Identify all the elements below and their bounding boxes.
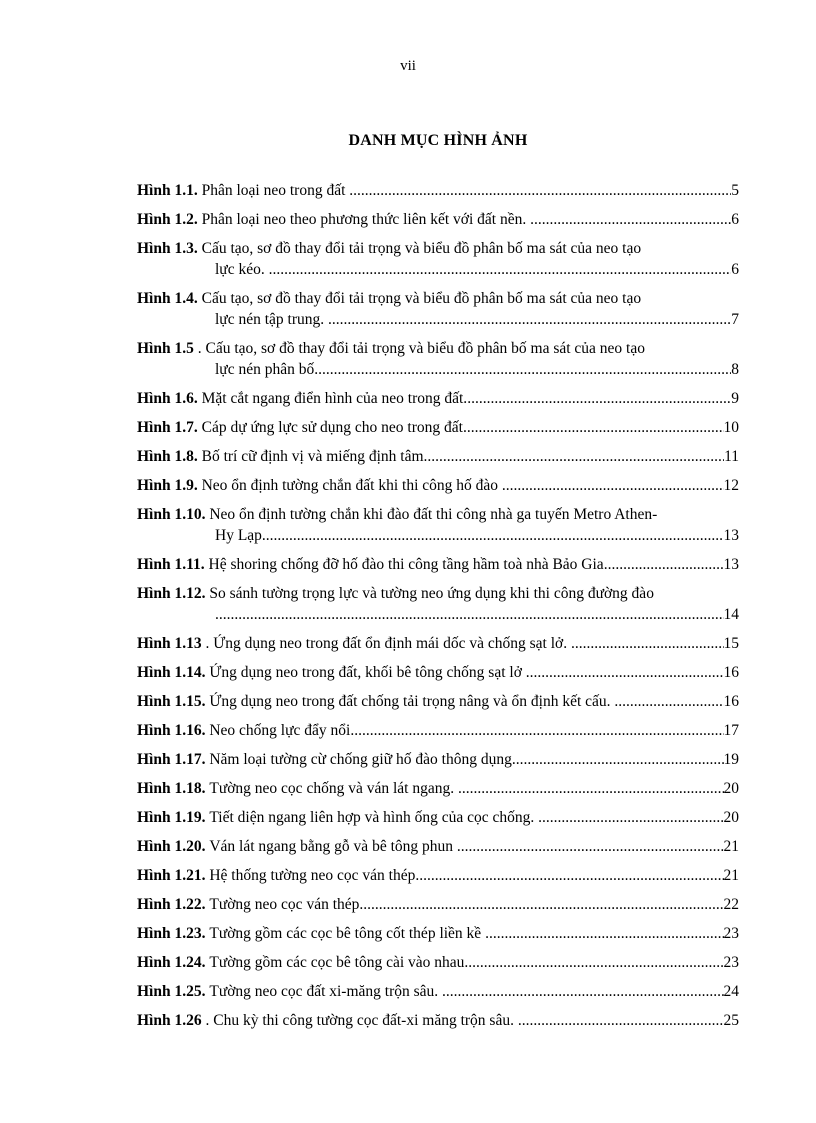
figure-entry	[137, 209, 739, 230]
entry-first-line	[137, 662, 739, 683]
figure-entry	[137, 554, 739, 575]
dot-leader	[464, 952, 723, 973]
entry-first-line	[137, 1010, 739, 1031]
entry-first-line	[137, 417, 739, 438]
entry-first-line	[137, 865, 739, 886]
entry-continuation-line	[137, 525, 739, 546]
entry-first-line	[137, 446, 739, 467]
page-reference: 6	[731, 261, 739, 278]
dot-leader	[485, 923, 723, 944]
figure-label: Hình 1.23.	[137, 925, 206, 942]
figure-entry	[137, 417, 739, 438]
figure-entry	[137, 749, 739, 770]
figure-caption-text: lực kéo.	[215, 261, 269, 278]
figure-entry	[137, 288, 739, 330]
figure-caption-text: Cấu tạo, sơ đồ thay đổi tải trọng và biểu đồ phân bố ma sát của neo tạo	[201, 240, 642, 257]
page-reference: 23	[723, 954, 739, 971]
figure-label: Hình 1.4.	[137, 290, 198, 307]
figure-caption-text: . Ứng dụng neo trong đất ổn định mái dốc và chống sạt lở.	[205, 635, 571, 652]
page-reference: 21	[723, 867, 739, 884]
entry-first-line	[137, 338, 739, 359]
entry-first-line	[137, 504, 739, 525]
figure-entry	[137, 720, 739, 741]
figure-caption-text: Neo ổn định tường chắn đất khi thi công hố đào	[201, 477, 502, 494]
figure-caption-text: Bố trí cữ định vị và miếng định tâm	[201, 448, 424, 465]
figure-caption-text: Tiết diện ngang liên hợp và hình ống của cọc chống.	[209, 809, 539, 826]
figure-label: Hình 1.10.	[137, 506, 206, 523]
figure-list	[137, 180, 739, 1039]
dot-leader	[516, 749, 724, 770]
entry-first-line	[137, 180, 739, 201]
dot-leader	[614, 691, 723, 712]
figure-entry	[137, 504, 739, 546]
entry-first-line	[137, 388, 739, 409]
figure-label: Hình 1.1.	[137, 182, 198, 199]
page-reference: 14	[723, 606, 739, 623]
figure-label: Hình 1.6.	[137, 390, 198, 407]
entry-first-line	[137, 778, 739, 799]
figure-label: Hình 1.20.	[137, 838, 206, 855]
figure-label: Hình 1.8.	[137, 448, 198, 465]
figure-label: Hình 1.21.	[137, 867, 206, 884]
figure-label: Hình 1.22.	[137, 896, 206, 913]
figure-label: Hình 1.2.	[137, 211, 198, 228]
page-reference: 19	[723, 751, 739, 768]
entry-first-line	[137, 836, 739, 857]
figure-caption-text: Hy Lạp.	[215, 527, 266, 544]
dot-leader	[518, 1010, 724, 1031]
dot-leader	[363, 894, 723, 915]
page-reference: 12	[723, 477, 739, 494]
figure-entry	[137, 180, 739, 201]
dot-leader	[328, 309, 731, 330]
entry-first-line	[137, 691, 739, 712]
dot-leader	[571, 633, 724, 654]
figure-entry	[137, 338, 739, 380]
entry-first-line	[137, 475, 739, 496]
figure-entry	[137, 952, 739, 973]
figure-label: Hình 1.13	[137, 635, 202, 652]
figure-caption-text: Năm loại tường cừ chống giữ hố đào thông dụng.	[209, 751, 516, 768]
dot-leader	[458, 778, 724, 799]
figure-label: Hình 1.12.	[137, 585, 206, 602]
figure-label: Hình 1.15.	[137, 693, 206, 710]
dot-leader	[269, 259, 732, 280]
figure-entry	[137, 583, 739, 625]
figure-caption-text: Tường neo cọc chống và ván lát ngang.	[209, 780, 458, 797]
entry-first-line	[137, 238, 739, 259]
figure-entry	[137, 238, 739, 280]
figure-label: Hình 1.19.	[137, 809, 206, 826]
entry-first-line	[137, 981, 739, 1002]
figure-entry	[137, 662, 739, 683]
dot-leader	[349, 180, 731, 201]
figure-entry	[137, 446, 739, 467]
entry-first-line	[137, 952, 739, 973]
figure-caption-text: Ứng dụng neo trong đất chống tải trọng nâng và ổn định kết cấu.	[209, 693, 615, 710]
page-reference: 13	[723, 527, 739, 544]
dot-leader	[604, 554, 724, 575]
page-reference: 16	[723, 664, 739, 681]
dot-leader	[415, 865, 723, 886]
figure-caption-text: Neo ổn định tường chắn khi đào đất thi công nhà ga tuyến Metro Athen-	[209, 506, 658, 523]
figure-caption-text: Mặt cắt ngang điển hình của neo trong đất.	[201, 390, 468, 407]
figure-entry	[137, 475, 739, 496]
figure-label: Hình 1.26	[137, 1012, 202, 1029]
page-reference: 5	[731, 182, 739, 199]
figure-caption-text: . Cấu tạo, sơ đồ thay đổi tải trọng và biểu đồ phân bố ma sát của neo tạo	[197, 340, 645, 357]
page-reference: 13	[723, 556, 739, 573]
figure-caption-text: Phân loại neo theo phương thức liên kết với đất nền.	[201, 211, 531, 228]
dot-leader	[442, 981, 723, 1002]
dot-leader	[467, 388, 731, 409]
entry-first-line	[137, 633, 739, 654]
figure-label: Hình 1.5	[137, 340, 194, 357]
page-reference: 10	[723, 419, 739, 436]
figure-caption-text: Tường neo cọc ván thép.	[209, 896, 364, 913]
figure-label: Hình 1.7.	[137, 419, 198, 436]
figure-caption-text: Ứng dụng neo trong đất, khối bê tông chống sạt lở	[209, 664, 526, 681]
page-reference: 6	[731, 211, 739, 228]
figure-caption-text: Tường neo cọc đất xi-măng trộn sâu.	[209, 983, 443, 1000]
figure-entry	[137, 836, 739, 857]
figure-entry	[137, 778, 739, 799]
figure-entry	[137, 981, 739, 1002]
figure-caption-text: Hệ shoring chống đỡ hố đào thi công tầng hầm toà nhà Bảo Gia	[208, 556, 604, 573]
entry-first-line	[137, 894, 739, 915]
dot-leader	[215, 604, 724, 625]
figure-caption-text: lực nén phân bố	[215, 361, 315, 378]
figure-entry	[137, 633, 739, 654]
dot-leader	[526, 662, 724, 683]
entry-first-line	[137, 583, 739, 604]
page-reference: 17	[723, 722, 739, 739]
page-reference: 20	[723, 780, 739, 797]
entry-continuation-line	[137, 309, 739, 330]
figure-entry	[137, 865, 739, 886]
figure-caption-text: So sánh tường trọng lực và tường neo ứng dụng khi thi công đường đào	[209, 585, 654, 602]
figure-label: Hình 1.18.	[137, 780, 206, 797]
page-reference: 24	[723, 983, 739, 1000]
entry-continuation-line	[137, 359, 739, 380]
entry-first-line	[137, 720, 739, 741]
entry-first-line	[137, 554, 739, 575]
page-title: DANH MỤC HÌNH ẢNH	[348, 132, 528, 149]
figure-caption-text: . Chu kỳ thi công tường cọc đất-xi măng trộn sâu.	[205, 1012, 518, 1029]
figure-label: Hình 1.16.	[137, 722, 206, 739]
figure-label: Hình 1.24.	[137, 954, 206, 971]
figure-label: Hình 1.9.	[137, 477, 198, 494]
figure-entry	[137, 1010, 739, 1031]
dot-leader	[538, 807, 723, 828]
page-reference: 11	[724, 448, 739, 465]
figure-caption-text: lực nén tập trung.	[215, 311, 328, 328]
dot-leader	[457, 836, 724, 857]
figure-label: Hình 1.11.	[137, 556, 205, 573]
page-reference: 21	[723, 838, 739, 855]
dot-leader	[350, 720, 723, 741]
figure-label: Hình 1.17.	[137, 751, 206, 768]
page-reference: 25	[723, 1012, 739, 1029]
figure-caption-text: Tường gồm các cọc bê tông cốt thép liền kề	[209, 925, 486, 942]
page-number: vii	[400, 58, 416, 74]
figure-caption-text: Cấu tạo, sơ đồ thay đổi tải trọng và biểu đồ phân bố ma sát của neo tạo	[201, 290, 642, 307]
figure-entry	[137, 807, 739, 828]
figure-entry	[137, 894, 739, 915]
figure-caption-text: Tường gồm các cọc bê tông cài vào nhau	[209, 954, 465, 971]
dot-leader	[314, 359, 731, 380]
page-reference: 9	[731, 390, 739, 407]
dot-leader	[463, 417, 724, 438]
entry-first-line	[137, 807, 739, 828]
figure-caption-text: Hệ thống tường neo cọc ván thép	[209, 867, 416, 884]
entry-first-line	[137, 288, 739, 309]
page-reference: 8	[731, 361, 739, 378]
dot-leader	[266, 525, 724, 546]
figure-label: Hình 1.25.	[137, 983, 206, 1000]
figure-entry	[137, 388, 739, 409]
page-reference: 16	[723, 693, 739, 710]
dot-leader	[424, 446, 725, 467]
figure-caption-text: Neo chống lực đẩy nổi	[209, 722, 351, 739]
page-reference: 7	[731, 311, 739, 328]
page-reference: 22	[723, 896, 739, 913]
figure-caption-text: Phân loại neo trong đất	[201, 182, 350, 199]
page-reference: 15	[723, 635, 739, 652]
page-reference: 20	[723, 809, 739, 826]
dot-leader	[530, 209, 731, 230]
figure-label: Hình 1.14.	[137, 664, 206, 681]
page-reference: 23	[723, 925, 739, 942]
entry-first-line	[137, 209, 739, 230]
figure-label: Hình 1.3.	[137, 240, 198, 257]
dot-leader	[502, 475, 724, 496]
figure-entry	[137, 923, 739, 944]
figure-caption-text: Cáp dự ứng lực sử dụng cho neo trong đất	[201, 419, 463, 436]
entry-first-line	[137, 749, 739, 770]
figure-entry	[137, 691, 739, 712]
entry-continuation-line	[137, 259, 739, 280]
entry-continuation-line	[137, 604, 739, 625]
figure-caption-text: Ván lát ngang bằng gỗ và bê tông phun	[209, 838, 457, 855]
entry-first-line	[137, 923, 739, 944]
